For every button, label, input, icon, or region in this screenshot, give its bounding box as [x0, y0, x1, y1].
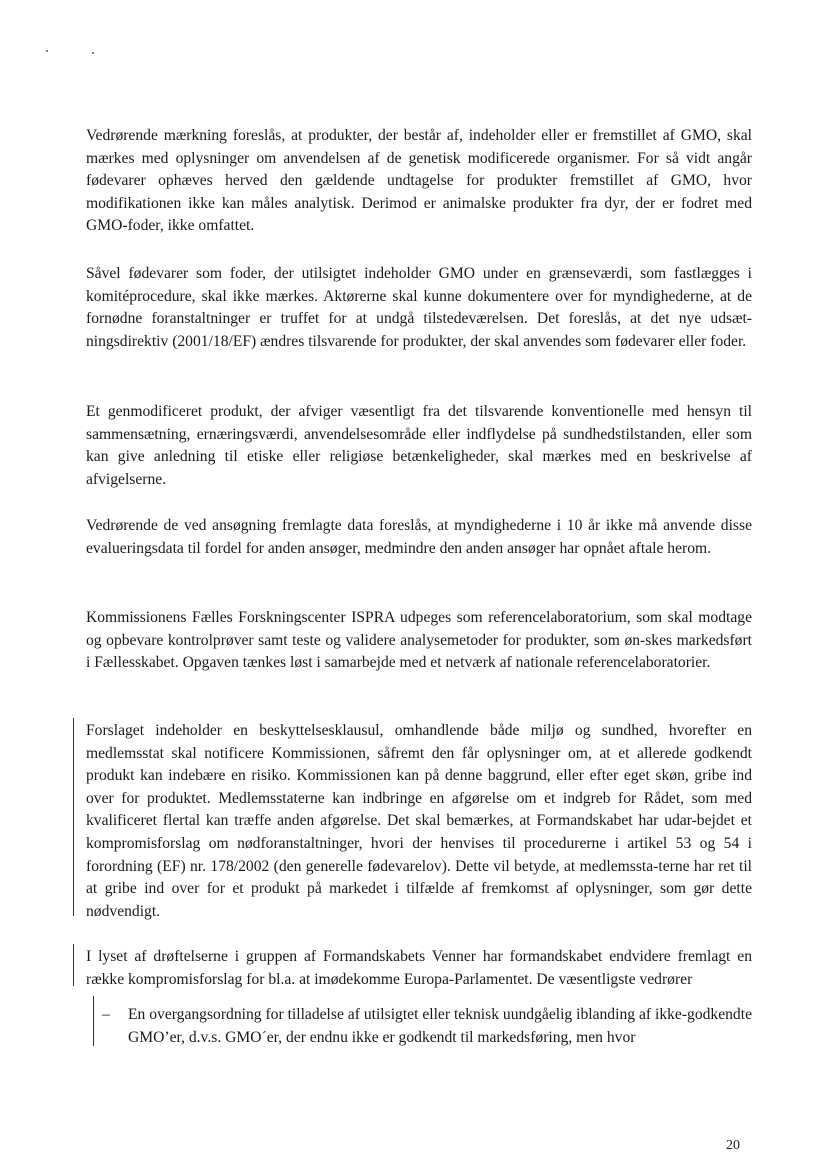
paragraph-labeling: Vedrørende mærkning foreslås, at produkter, der består af, indeholder eller er fremstillet af GMO, skal mærkes med oplysninger om anvendelsen af de genetisk modificerede organismer. For så vidt angår fødevarer ophæves herved den gældende undtagelse for produkter fremstillet af GMO, hvor modifikationen ikke kan måles analytisk. Derimod er animalske produkter fra dyr, der er fodret med GMO-foder, ikke omfattet. — [86, 127, 752, 235]
bullet-text: En overgangsordning for tilladelse af utilsigtet eller teknisk uundgåelig iblanding af ikke-godkendte GMO’er, d.v.s. GMO´er, der endnu ikke er godkendt til markedsføring, men hvor — [128, 1006, 752, 1046]
list-item — [102, 1004, 752, 1049]
revision-bar — [73, 944, 74, 986]
paragraph-compromise: I lyset af drøftelserne i gruppen af Formandskabets Venner har formandskabet endvidere fremlagt en række kompromisforslag for bl.a. at imødekomme Europa-Parlamentet. De væsentligste vedrører — [86, 948, 752, 988]
page-number: 20 — [726, 1138, 740, 1153]
paragraph-deviation: Et genmodificeret produkt, der afviger væsentligt fra det tilsvarende konventionelle med hensyn til sammensætning, ernæringsværdi, anvendelsesområde eller indflydelse på sundhedstilstanden, eller som kan give anledning til etiske eller religiøse betænkeligheder, skal mærkes med en beskrivelse af afvigelserne. — [86, 403, 752, 488]
scan-speck — [92, 52, 94, 54]
revision-bar — [93, 996, 94, 1046]
revision-bar — [73, 718, 74, 916]
paragraph-safeguard-clause: Forslaget indeholder en beskyttelsesklausul, omhandlende både miljø og sundhed, hvorefter en medlemsstat skal notificere Kommissionen, såfremt den får oplysninger om, at et allerede godkendt produkt kan indebære en risiko. Kommissionen kan på denne baggrund, eller efter eget skøn, gribe ind over for produktet. Medlemsstaterne kan indbringe en afgørelse om et indgreb for Rådet, som med kvalificeret flertal kan træffe anden afgørelse. Det skal bemærkes, at Formandskabet har udar-bejdet et kompromisforslag om nødforanstaltninger, hvori der henvises til procedurerne i artikel 53 og 54 i forordning (EF) nr. 178/2002 (den generelle fødevarelov). Dette vil betyde, at medlemssta-terne har ret til at gribe ind over for et produkt på markedet i tilfælde af fremkomst af oplysninger, som gør dette nødvendigt. — [86, 722, 752, 920]
paragraph-threshold: Såvel fødevarer som foder, der utilsigtet indeholder GMO under en grænseværdi, som fastlægges i komitéprocedure, skal ikke mærkes. Aktørerne skal kunne dokumentere over for myndighederne, at de fornødne foranstaltninger er truffet for at undgå tilstedeværelsen. Det foreslås, at det nye udsæt-ningsdirektiv (2001/18/EF) ændres tilsvarende for produkter, der skal anvendes som fødevarer eller foder. — [86, 265, 752, 350]
scan-speck — [46, 50, 48, 52]
bullet-dash: – — [102, 1006, 110, 1023]
paragraph-reference-lab: Kommissionens Fælles Forskningscenter ISPRA udpeges som referencelaboratorium, som skal modtage og opbevare kontrolprøver samt teste og validere analysemetoder for produkter, som øn-skes markedsført i Fællesskabet. Opgaven tænkes løst i samarbejde med et netværk af nationale referencelaboratorier. — [86, 609, 752, 672]
paragraph-data-protection: Vedrørende de ved ansøgning fremlagte data foreslås, at myndighederne i 10 år ikke må anvende disse evalueringsdata til fordel for anden ansøger, medmindre den anden ansøger har opnået aftale herom. — [86, 517, 752, 557]
